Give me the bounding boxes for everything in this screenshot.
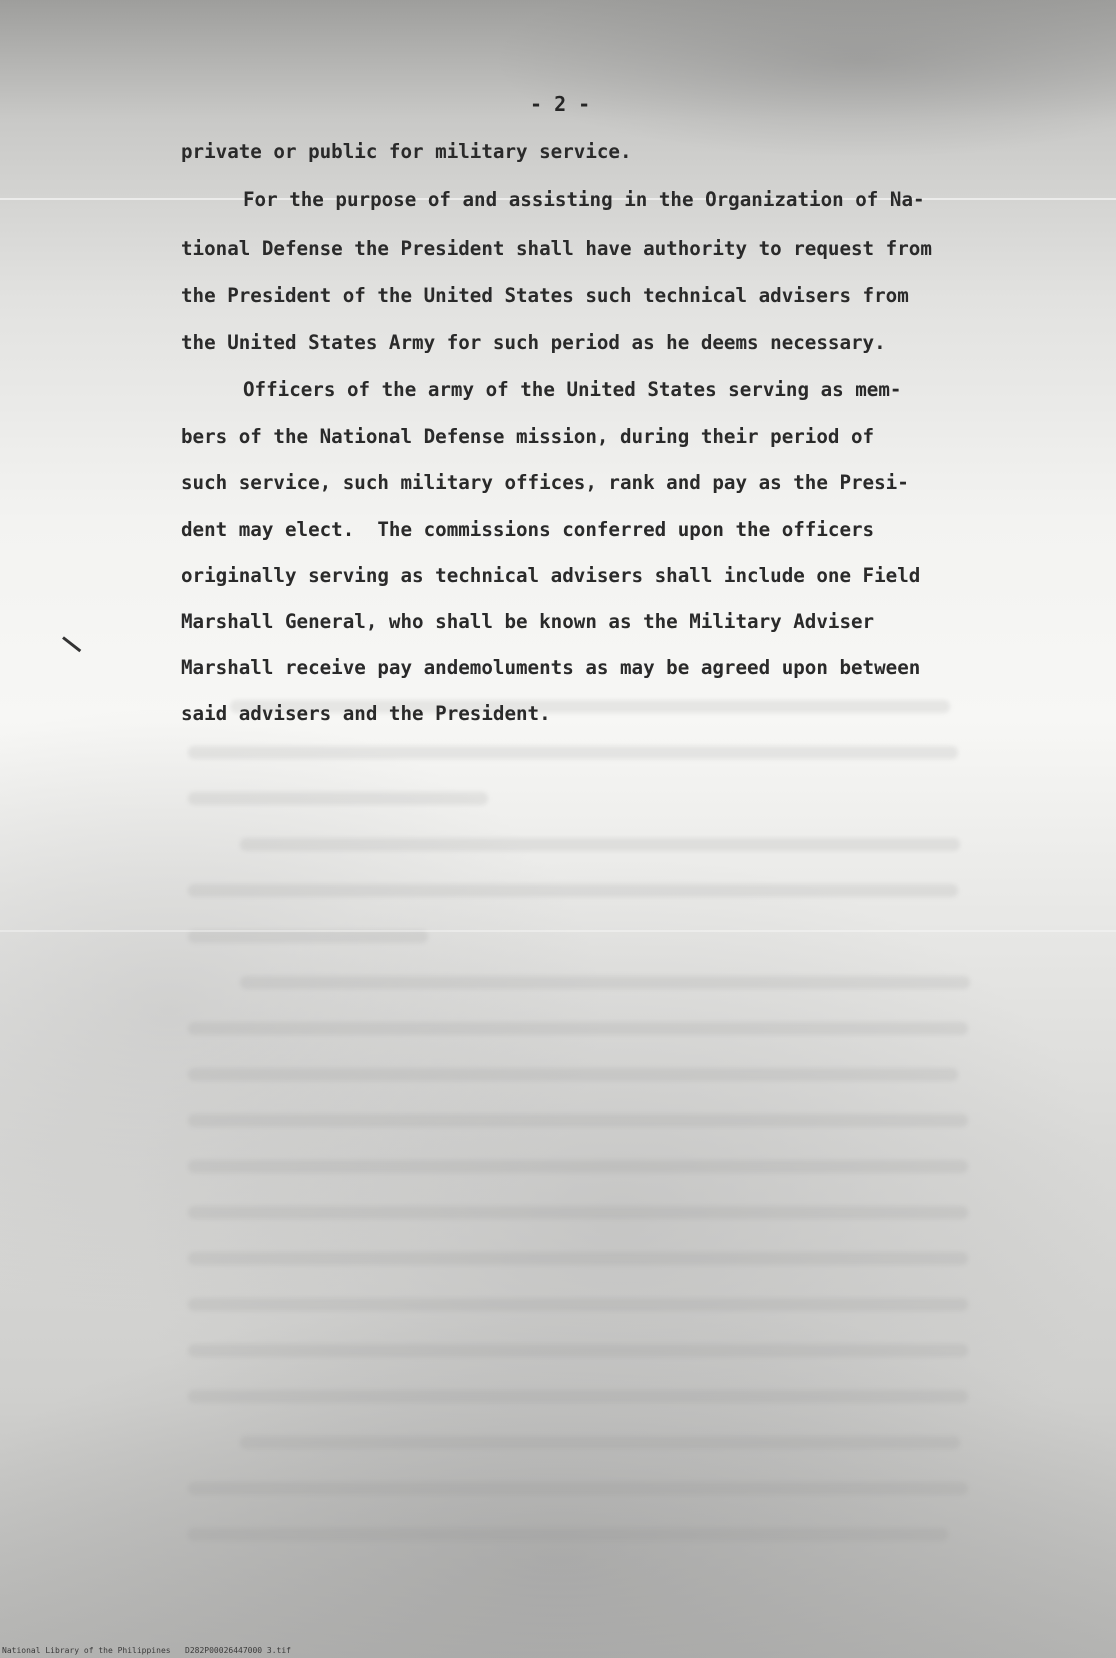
ghost-text-line	[188, 1390, 968, 1403]
library-name: National Library of the Philippines	[2, 1646, 171, 1655]
ghost-text-line	[188, 1298, 968, 1311]
text-line: tional Defense the President shall have authority to request from	[181, 237, 932, 260]
text-line: bers of the National Defense mission, during their period of	[181, 425, 875, 448]
ghost-text-line	[188, 1252, 968, 1265]
ghost-text-line	[188, 746, 958, 759]
text-line: said advisers and the President.	[181, 702, 551, 725]
archive-caption	[2, 1646, 291, 1655]
ghost-text-line	[188, 1344, 968, 1357]
ghost-text-line	[188, 1482, 968, 1495]
paper-crease	[0, 930, 1116, 932]
ghost-text-line	[188, 884, 958, 897]
text-line: private or public for military service.	[181, 140, 632, 163]
text-line: the President of the United States such technical advisers from	[181, 284, 909, 307]
ghost-text-line	[188, 1206, 968, 1219]
ghost-text-line	[188, 1022, 968, 1035]
text-line: Marshall receive pay andemoluments as may be agreed upon between	[181, 656, 921, 679]
stray-ink-mark	[62, 636, 81, 652]
text-line: originally serving as technical advisers shall include one Field	[181, 564, 921, 587]
ghost-text-line	[240, 838, 960, 851]
text-line: the United States Army for such period as he deems necessary.	[181, 331, 886, 354]
ghost-text-line	[188, 1528, 948, 1541]
text-line: such service, such military offices, rank and pay as the Presi-	[181, 471, 909, 494]
ghost-text-line	[188, 792, 488, 805]
ghost-text-line	[188, 1114, 968, 1127]
ghost-text-line	[240, 1436, 960, 1449]
text-line: dent may elect. The commissions conferred upon the officers	[181, 518, 875, 541]
text-line: For the purpose of and assisting in the Organization of Na-	[243, 188, 925, 211]
ghost-text-line	[188, 1068, 958, 1081]
page-number: - 2 -	[530, 92, 591, 116]
text-line: Officers of the army of the United States serving as mem-	[243, 378, 902, 401]
text-line: Marshall General, who shall be known as the Military Adviser	[181, 610, 875, 633]
ghost-text-line	[188, 1160, 968, 1173]
ghost-text-line	[240, 976, 970, 989]
file-id: D282P00026447000 3.tif	[185, 1646, 291, 1655]
